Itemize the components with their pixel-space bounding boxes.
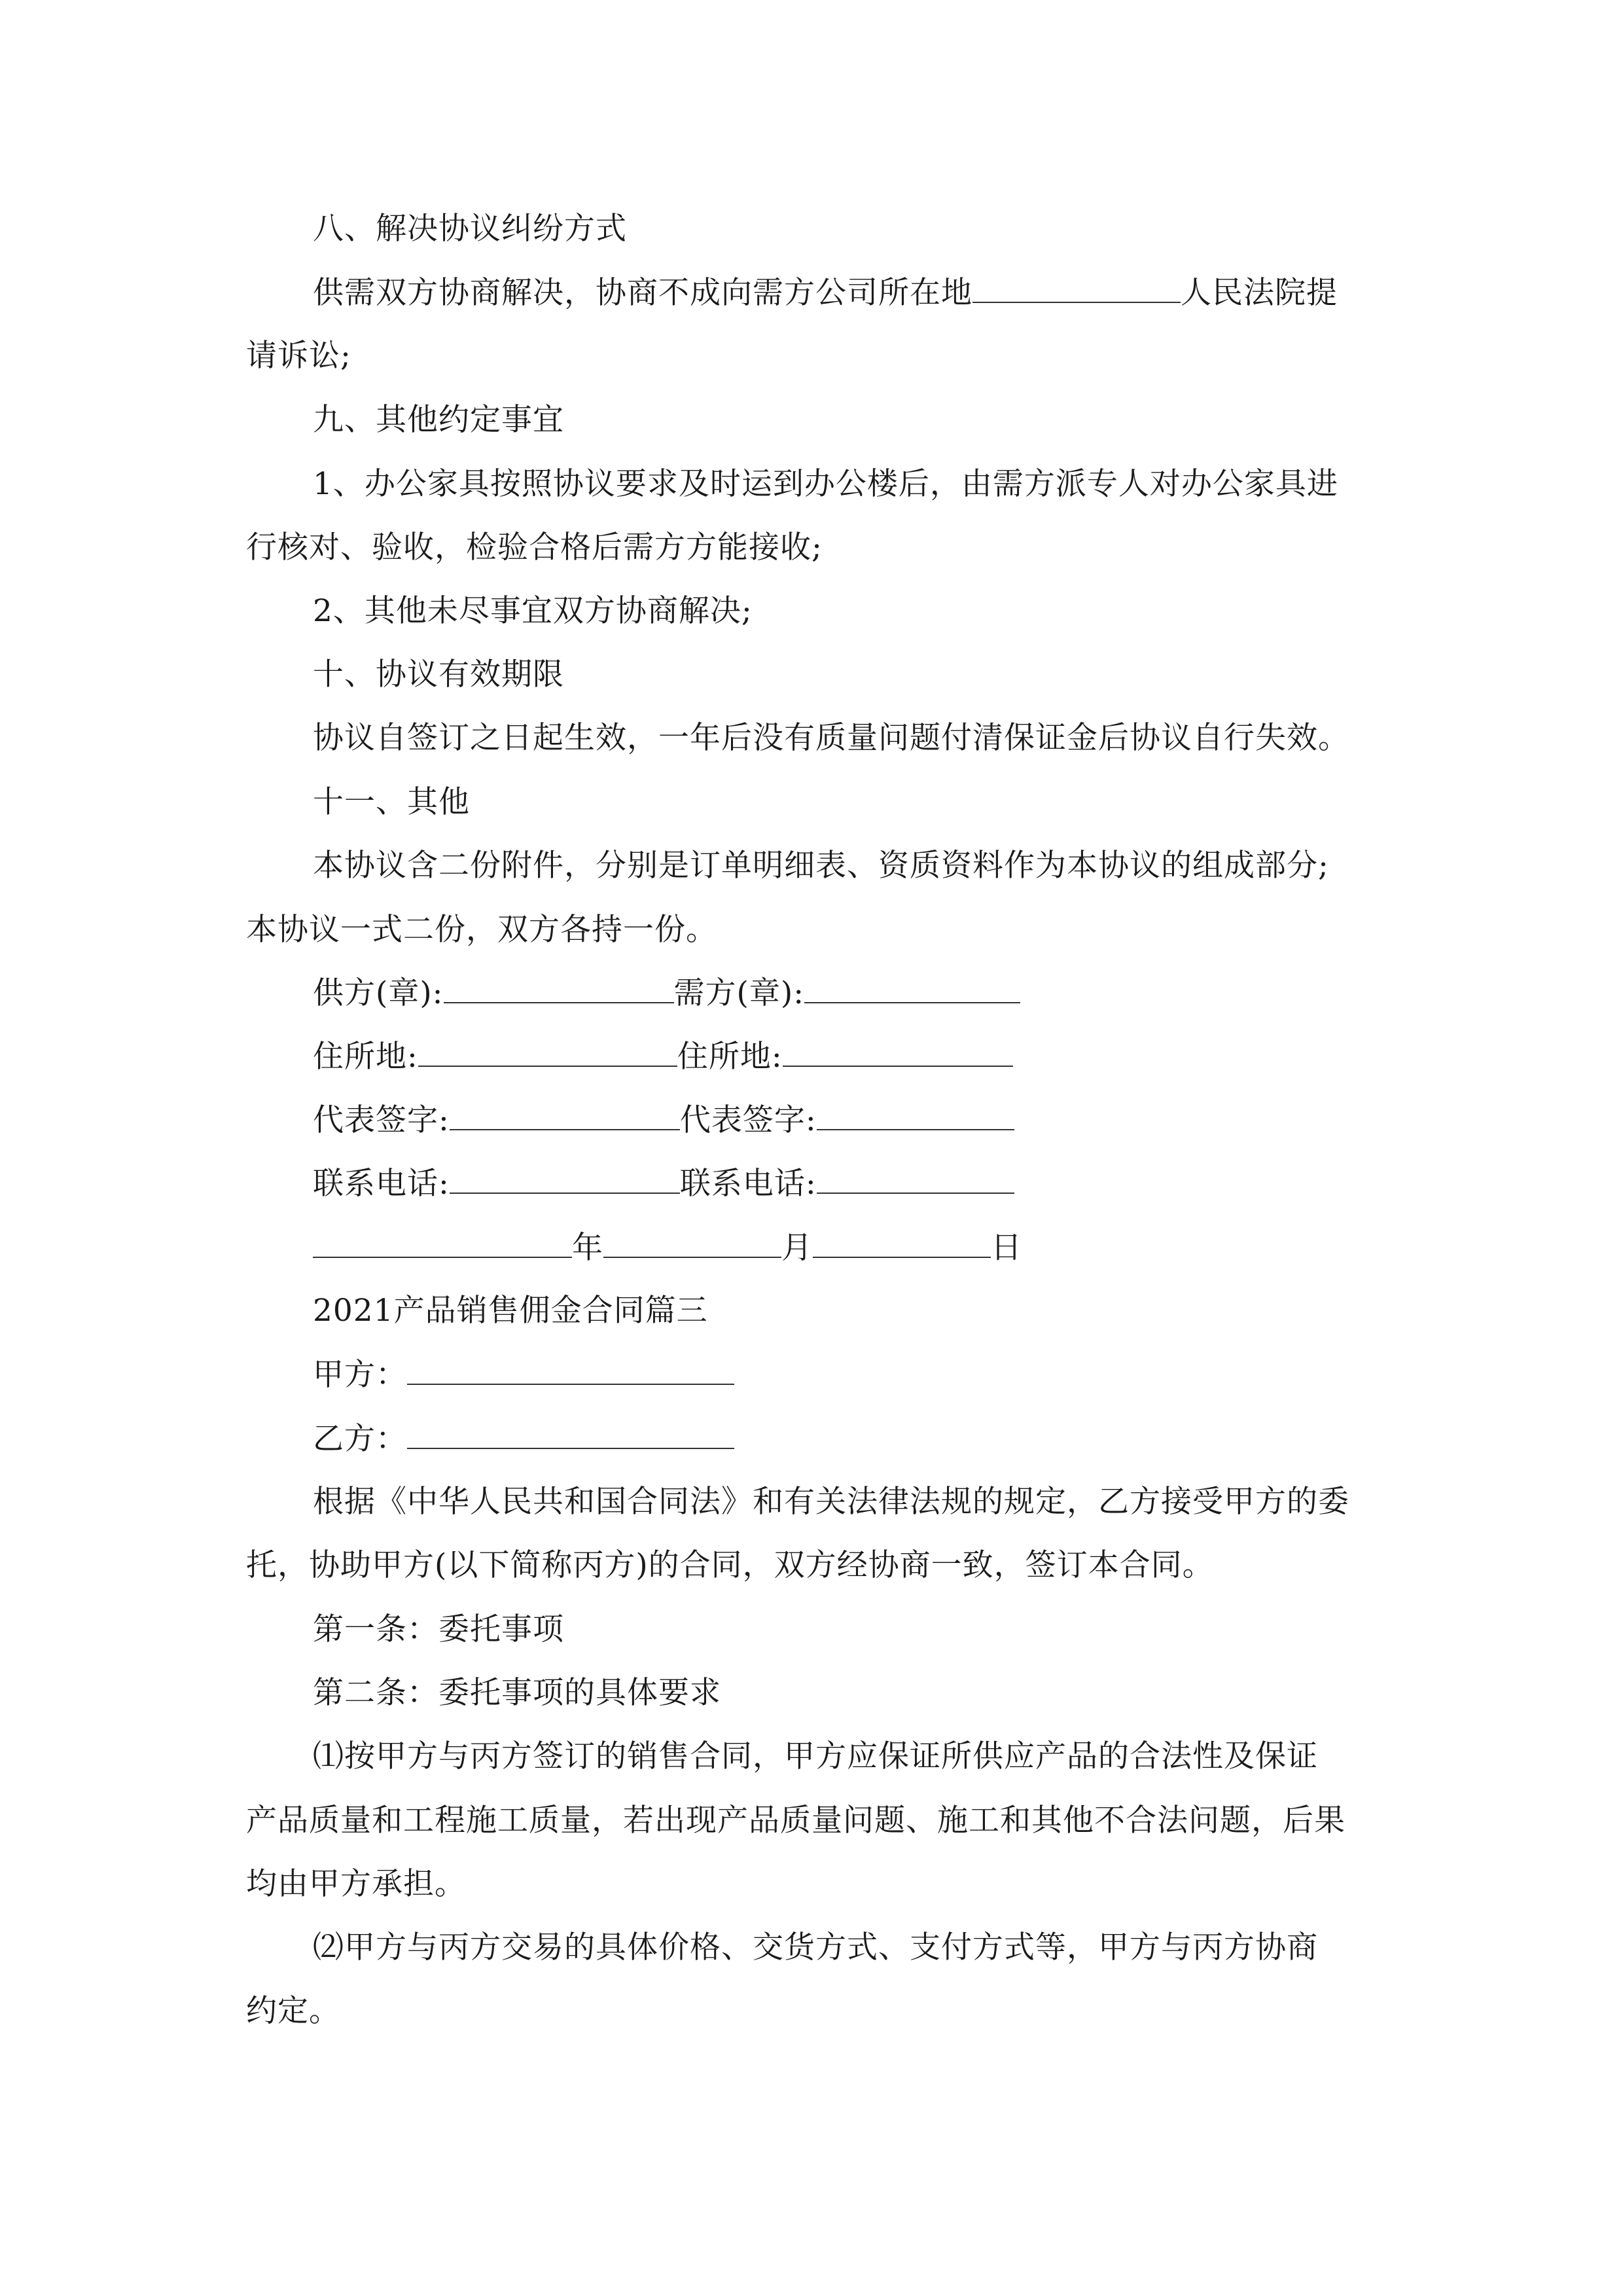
party-a-row bbox=[313, 1355, 734, 1395]
court-location-blank[interactable] bbox=[972, 273, 1181, 303]
party-b-label: 乙方： bbox=[313, 1421, 407, 1457]
signature-row-representative bbox=[313, 1100, 1014, 1140]
section-9-item-1-line-1: 1、办公家具按照协议要求及时运到办公楼后，由需方派专人对办公家具进 bbox=[313, 466, 1338, 502]
supplier-phone-label: 联系电话: bbox=[313, 1166, 450, 1202]
signature-row-phone bbox=[313, 1164, 1014, 1204]
section-11-heading: 十一、其他 bbox=[313, 784, 470, 820]
supplier-seal-label: 供方(章): bbox=[313, 975, 444, 1011]
month-blank[interactable] bbox=[603, 1228, 781, 1258]
supplier-rep-blank[interactable] bbox=[450, 1100, 680, 1130]
section-8-body-text-end: 人民法院提 bbox=[1181, 275, 1338, 311]
contract-3-intro-line-1: 根据《中华人民共和国合同法》和有关法律法规的规定，乙方接受甲方的委 bbox=[313, 1484, 1349, 1520]
section-11-body-line-2: 本协议一式二份，双方各持一份。 bbox=[246, 912, 717, 948]
signature-row-seal bbox=[313, 973, 1020, 1013]
article-1-heading: 第一条：委托事项 bbox=[313, 1611, 564, 1647]
article-2-item-1-line-1: ⑴按甲方与丙方签订的销售合同，甲方应保证所供应产品的合法性及保证 bbox=[313, 1738, 1318, 1774]
section-10-body: 协议自签订之日起生效，一年后没有质量问题付清保证金后协议自行失效。 bbox=[313, 720, 1349, 756]
buyer-seal-blank[interactable] bbox=[804, 973, 1020, 1003]
article-2-heading: 第二条：委托事项的具体要求 bbox=[313, 1675, 721, 1711]
supplier-rep-label: 代表签字: bbox=[313, 1102, 450, 1138]
article-2-item-1-line-2: 产品质量和工程施工质量，若出现产品质量问题、施工和其他不合法问题，后果 bbox=[246, 1803, 1346, 1839]
buyer-rep-label: 代表签字: bbox=[679, 1102, 817, 1138]
supplier-phone-blank[interactable] bbox=[450, 1164, 680, 1194]
party-a-label: 甲方： bbox=[313, 1357, 407, 1393]
day-label: 日 bbox=[991, 1230, 1022, 1266]
party-b-row bbox=[313, 1419, 734, 1459]
section-11-body-line-1: 本协议含二份附件，分别是订单明细表、资质资料作为本协议的组成部分; bbox=[313, 848, 1329, 884]
section-9-item-2: 2、其他未尽事宜双方协商解决; bbox=[313, 593, 753, 629]
contract-3-intro-line-2: 托，协助甲方(以下简称丙方)的合同，双方经协商一致，签订本合同。 bbox=[246, 1547, 1214, 1583]
party-b-blank[interactable] bbox=[407, 1419, 734, 1449]
section-8-heading: 八、解决协议纠纷方式 bbox=[313, 211, 627, 247]
buyer-phone-blank[interactable] bbox=[817, 1164, 1014, 1194]
section-8-body-text: 供需双方协商解决，协商不成向需方公司所在地 bbox=[313, 275, 972, 311]
article-2-item-1-line-3: 均由甲方承担。 bbox=[246, 1866, 466, 1902]
section-8-body-line-2: 请诉讼; bbox=[246, 338, 351, 374]
month-label: 月 bbox=[781, 1230, 813, 1266]
party-a-blank[interactable] bbox=[407, 1355, 734, 1385]
buyer-phone-label: 联系电话: bbox=[679, 1166, 817, 1202]
signature-row-address bbox=[313, 1037, 1013, 1077]
day-blank[interactable] bbox=[813, 1228, 991, 1258]
buyer-seal-label: 需方(章): bbox=[673, 975, 805, 1011]
contract-3-title: 2021产品销售佣金合同篇三 bbox=[313, 1293, 708, 1329]
section-9-heading: 九、其他约定事宜 bbox=[313, 402, 564, 438]
article-2-item-2-line-2: 约定。 bbox=[246, 1993, 340, 2029]
signature-row-date bbox=[313, 1228, 1022, 1268]
buyer-address-label: 住所地: bbox=[677, 1039, 783, 1075]
year-blank[interactable] bbox=[313, 1228, 572, 1258]
section-10-heading: 十、协议有效期限 bbox=[313, 656, 564, 692]
section-9-item-1-line-2: 行核对、验收，检验合格后需方方能接收; bbox=[246, 529, 823, 565]
supplier-address-blank[interactable] bbox=[418, 1037, 677, 1067]
article-2-item-2-line-1: ⑵甲方与丙方交易的具体价格、交货方式、支付方式等，甲方与丙方协商 bbox=[313, 1929, 1318, 1965]
section-8-body-line-1 bbox=[313, 273, 1338, 313]
supplier-address-label: 住所地: bbox=[313, 1039, 418, 1075]
buyer-address-blank[interactable] bbox=[783, 1037, 1013, 1067]
year-label: 年 bbox=[572, 1230, 603, 1266]
supplier-seal-blank[interactable] bbox=[444, 973, 674, 1003]
buyer-rep-blank[interactable] bbox=[817, 1100, 1014, 1130]
